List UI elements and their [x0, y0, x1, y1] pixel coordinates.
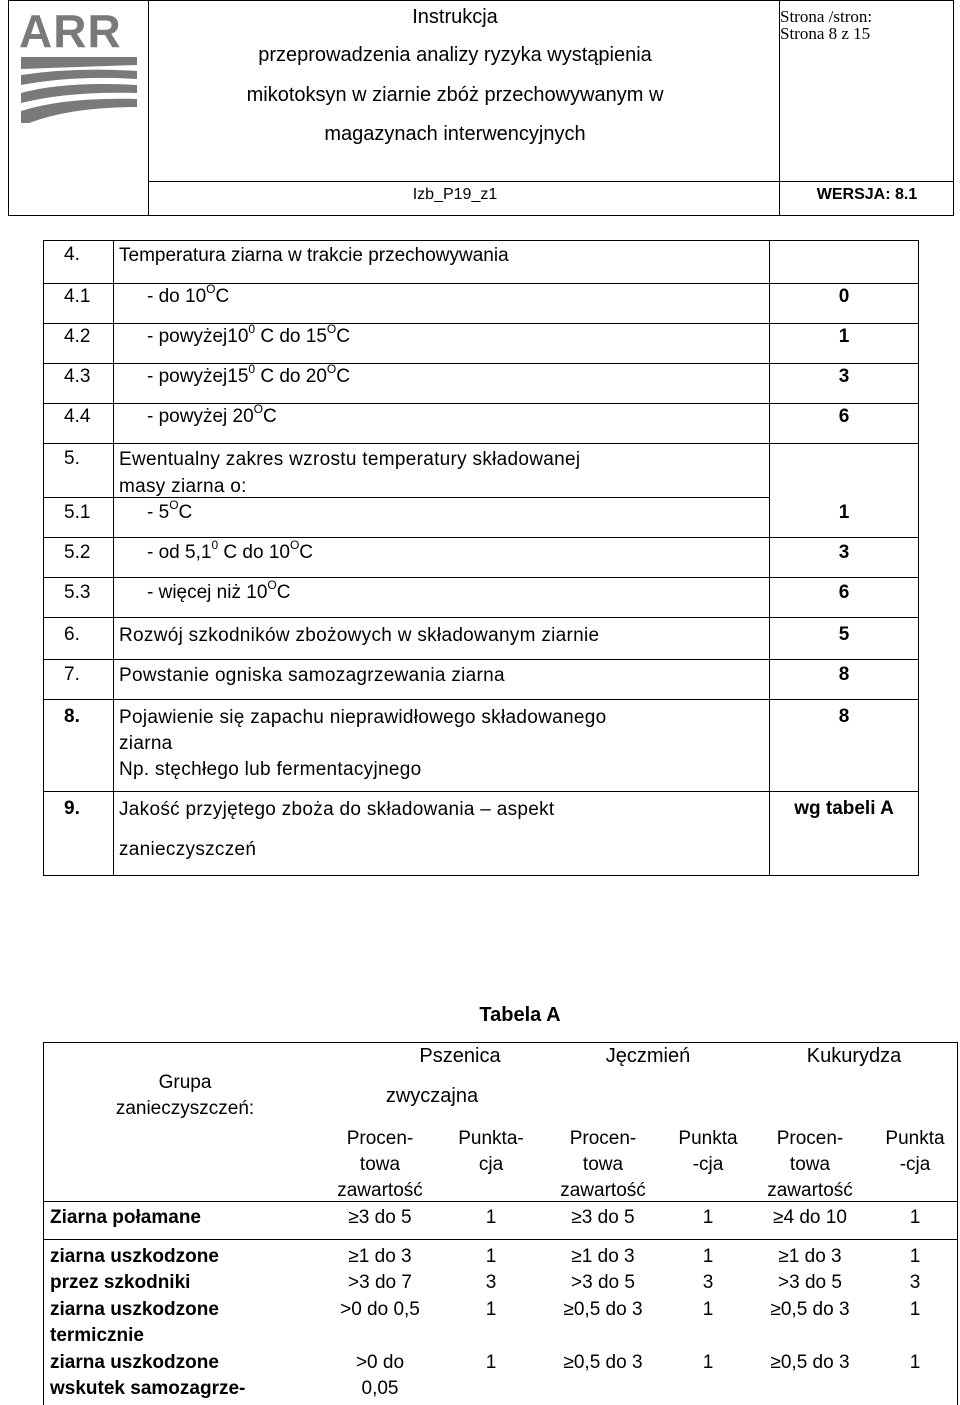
- row-divider: [44, 363, 918, 364]
- row-divider: [44, 283, 918, 284]
- doc-code: Izb_P19_z1: [412, 186, 498, 203]
- pts-header: Punkta -cja: [678, 1128, 738, 1175]
- row-number: 4.: [64, 244, 80, 265]
- row-text: Temperatura ziarna w trakcie przechowywania: [119, 245, 509, 266]
- row-score: 6: [838, 582, 850, 603]
- row-number: 4.3: [64, 366, 91, 387]
- row-text: zanieczyszczeń: [119, 839, 257, 860]
- table-cell: ≥0,5 do 3: [563, 1352, 643, 1373]
- table-row-label: ziarna uszkodzone wskutek samozagrze-: [50, 1352, 246, 1399]
- table-cell: ≥1 do 3 >3 do 5: [778, 1246, 842, 1293]
- row-number: 6.: [64, 624, 80, 645]
- crop-header-wheat: zwyczajna: [385, 1085, 479, 1107]
- table-cell: >0 do 0,05: [355, 1352, 405, 1399]
- table-cell: 1: [702, 1299, 714, 1320]
- row-number: 5.1: [64, 502, 91, 523]
- table-cell: 1: [909, 1299, 921, 1320]
- pct-header: Procen- towa zawartość: [767, 1128, 853, 1201]
- row-number: 5.: [64, 448, 80, 469]
- table-cell: 1: [485, 1207, 497, 1228]
- row-text: Jakość przyjętego zboża do składowania – aspekt: [119, 799, 555, 820]
- row-text: - $5^OC$: [147, 498, 193, 523]
- table-cell: 1: [909, 1352, 921, 1373]
- pct-header: Procen- towa zawartość: [560, 1128, 646, 1201]
- table-cell: ≥0,5 do 3: [563, 1299, 643, 1320]
- table-cell: ≥1 do 3 >3 do 7: [348, 1246, 412, 1293]
- table-cell: ≥4 do 10: [773, 1207, 847, 1228]
- pct-header: Procen- towa zawartość: [337, 1128, 423, 1201]
- row-text: Np. stęchłego lub fermentacyjnego: [119, 759, 422, 780]
- row-divider: [44, 791, 918, 792]
- row-number: 4.4: [64, 406, 91, 427]
- row-divider: [44, 443, 918, 444]
- table-cell: 1: [485, 1352, 497, 1373]
- row-score: wg tabeli A: [794, 798, 894, 819]
- table-cell: 1 3: [909, 1246, 921, 1293]
- table-cell: ≥3 do 5: [348, 1207, 412, 1228]
- row-divider: [44, 699, 918, 700]
- crop-header-corn: Kukurydza: [806, 1045, 902, 1067]
- table-cell: ≥0,5 do 3: [770, 1299, 850, 1320]
- row-divider: [44, 577, 918, 578]
- logo-text: ARR: [19, 7, 122, 57]
- table-a-title: Tabela A: [479, 1004, 561, 1026]
- table-cell: >0 do 0,5: [340, 1299, 420, 1320]
- header-divider: [148, 181, 954, 182]
- row-divider: [44, 1239, 957, 1240]
- row-text: - $powyżej10^0$ C do $15^OC$: [147, 322, 350, 347]
- row-score: 0: [838, 286, 850, 307]
- row-score: 1: [838, 502, 850, 523]
- row-divider: [44, 323, 918, 324]
- table-row-label: ziarna uszkodzone przez szkodniki: [50, 1246, 219, 1293]
- row-score: 3: [838, 366, 850, 387]
- row-text: Powstanie ogniska samozagrzewania ziarna: [119, 665, 505, 686]
- row-text: masy ziarna o:: [119, 476, 247, 497]
- column-divider: [113, 241, 114, 875]
- header-divider: [148, 1, 149, 215]
- row-number: 9.: [64, 798, 80, 819]
- table-cell: 1: [702, 1352, 714, 1373]
- row-text: - od $5,1^0$ C do $10^OC$: [147, 538, 314, 563]
- page-label: Strona /stron:: [780, 7, 873, 26]
- row-number: 7.: [64, 664, 80, 685]
- group-header: Grupa: [158, 1072, 212, 1093]
- row-number: 4.2: [64, 326, 91, 347]
- row-score: 6: [838, 406, 850, 427]
- doc-version: WERSJA: 8.1: [816, 186, 918, 203]
- arr-logo: [15, 7, 143, 127]
- doc-title: Instrukcja: [412, 6, 498, 28]
- row-text: - $powyżej15^0$ C do $20^OC$: [147, 362, 350, 387]
- row-number: 8.: [64, 706, 80, 727]
- row-number: 5.3: [64, 582, 91, 603]
- row-score: 8: [838, 706, 850, 727]
- doc-title-line: mikotoksyn w ziarnie zbóż przechowywanym w: [246, 84, 664, 106]
- table-cell: ≥3 do 5: [571, 1207, 635, 1228]
- row-text: - do $10^OC$: [147, 282, 230, 307]
- table-cell: ≥0,5 do 3: [770, 1352, 850, 1373]
- table-cell: 1 3: [702, 1246, 714, 1293]
- pts-header: Punkta- cja: [458, 1128, 524, 1175]
- table-cell: 1 3: [485, 1246, 497, 1293]
- row-score: 5: [838, 624, 850, 645]
- pts-header: Punkta -cja: [885, 1128, 945, 1175]
- row-text: - powyżej $20^OC$: [147, 402, 277, 427]
- row-text: - więcej niż $10^OC$: [147, 578, 291, 603]
- row-number: 4.1: [64, 286, 91, 307]
- row-divider: [44, 659, 918, 660]
- row-text: Ewentualny zakres wzrostu temperatury składowanej: [119, 449, 581, 470]
- table-row-label: ziarna uszkodzone termicznie: [50, 1299, 219, 1346]
- row-text: ziarna: [119, 733, 173, 754]
- row-text: Pojawienie się zapachu nieprawidłowego składowanego: [119, 707, 607, 728]
- table-cell: ≥1 do 3 >3 do 5: [571, 1246, 635, 1293]
- row-divider: [44, 537, 918, 538]
- row-score: 8: [838, 664, 850, 685]
- table-cell: 1: [909, 1207, 921, 1228]
- table-row-label: Ziarna połamane: [50, 1207, 201, 1228]
- row-divider: [44, 617, 918, 618]
- crop-header-wheat: Pszenica: [419, 1045, 501, 1067]
- row-score: 1: [838, 326, 850, 347]
- row-score: 3: [838, 542, 850, 563]
- doc-title-line: przeprowadzenia analizy ryzyka wystąpienia: [258, 44, 652, 66]
- page-number: Strona 8 z 15: [780, 24, 871, 43]
- doc-title-line: magazynach interwencyjnych: [324, 123, 586, 145]
- crop-header-barley: Jęczmień: [605, 1045, 691, 1067]
- row-text: Rozwój szkodników zbożowych w składowanym ziarnie: [119, 625, 600, 646]
- row-number: 5.2: [64, 542, 91, 563]
- group-header: zanieczyszczeń:: [115, 1098, 255, 1119]
- table-cell: 1: [485, 1299, 497, 1320]
- row-divider: [44, 403, 918, 404]
- table-cell: 1: [702, 1207, 714, 1228]
